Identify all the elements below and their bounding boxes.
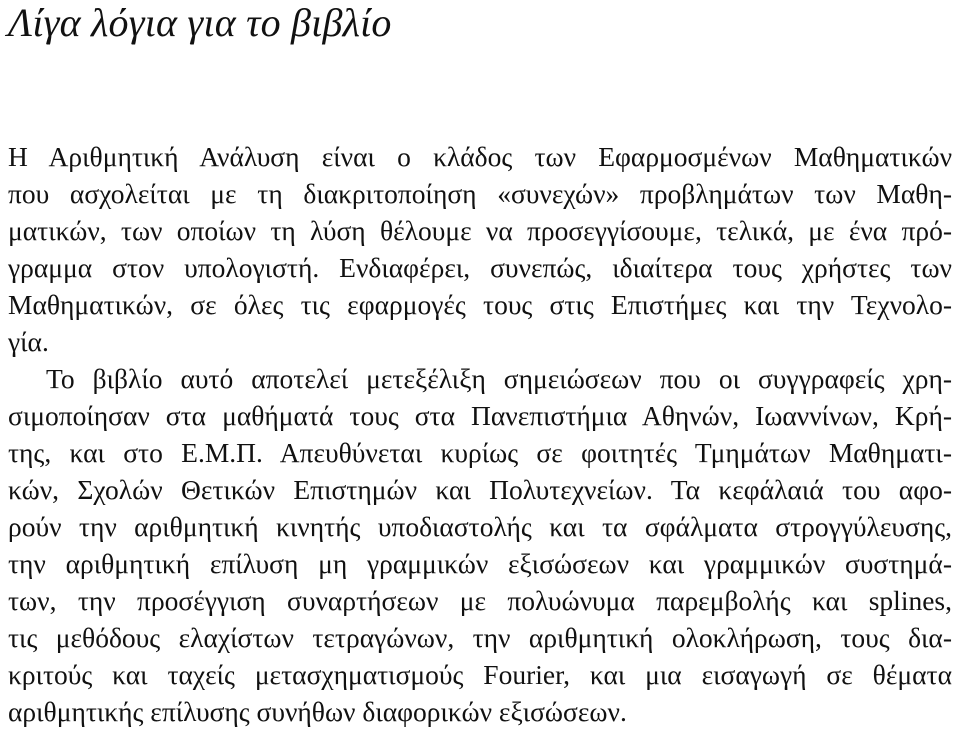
text-line: που ασχολείται με τη διακριτοποίηση «συνεχών» προβλημάτων των Μαθη- bbox=[8, 178, 952, 209]
text-line: γραμμα στον υπολογιστή. Ενδιαφέρει, συνεπώς, ιδιαίτερα τους χρήστες των bbox=[8, 252, 952, 283]
page-title: Λίγα λόγια για το βιβλίο bbox=[8, 0, 392, 45]
text-line: κριτούς και ταχείς μετασχηματισμούς Fourier, και μια εισαγωγή σε θέματα bbox=[8, 659, 952, 690]
text-line: την αριθμητική επίλυση μη γραμμικών εξισώσεων και γραμμικών συστημά- bbox=[8, 548, 952, 579]
text-line: Μαθηματικών, σε όλες τις εφαρμογές τους στις Επιστήμες και την Τεχνολο- bbox=[8, 289, 952, 320]
text-line: ρούν την αριθμητική κινητής υποδιαστολής και τα σφάλματα στρογγύλευσης, bbox=[8, 511, 952, 542]
text-line: κών, Σχολών Θετικών Επιστημών και Πολυτεχνείων. Τα κεφάλαιά του αφο- bbox=[8, 474, 952, 505]
text-line: γία. bbox=[8, 326, 49, 357]
text-line: σιμοποίησαν στα μαθήματά τους στα Πανεπιστήμια Αθηνών, Ιωαννίνων, Κρή- bbox=[8, 400, 952, 431]
text-line: της, και στο Ε.Μ.Π. Απευθύνεται κυρίως σε φοιτητές Τμημάτων Μαθηματι- bbox=[8, 437, 952, 468]
text-line: Το βιβλίο αυτό αποτελεί μετεξέλιξη σημειώσεων που οι συγγραφείς χρη- bbox=[46, 363, 952, 394]
text-line: των, την προσέγγιση συναρτήσεων με πολυώνυμα παρεμβολής και splines, bbox=[8, 585, 952, 616]
text-line: Η Αριθμητική Ανάλυση είναι ο κλάδος των Εφαρμοσμένων Μαθηματικών bbox=[8, 141, 952, 172]
text-line: αριθμητικής επίλυσης συνήθων διαφορικών εξισώσεων. bbox=[8, 696, 627, 727]
text-line: ματικών, των οποίων τη λύση θέλουμε να προσεγγίσουμε, τελικά, με ένα πρό- bbox=[8, 215, 952, 246]
text-line: τις μεθόδους ελαχίστων τετραγώνων, την αριθμητική ολοκλήρωση, τους δια- bbox=[8, 622, 952, 653]
